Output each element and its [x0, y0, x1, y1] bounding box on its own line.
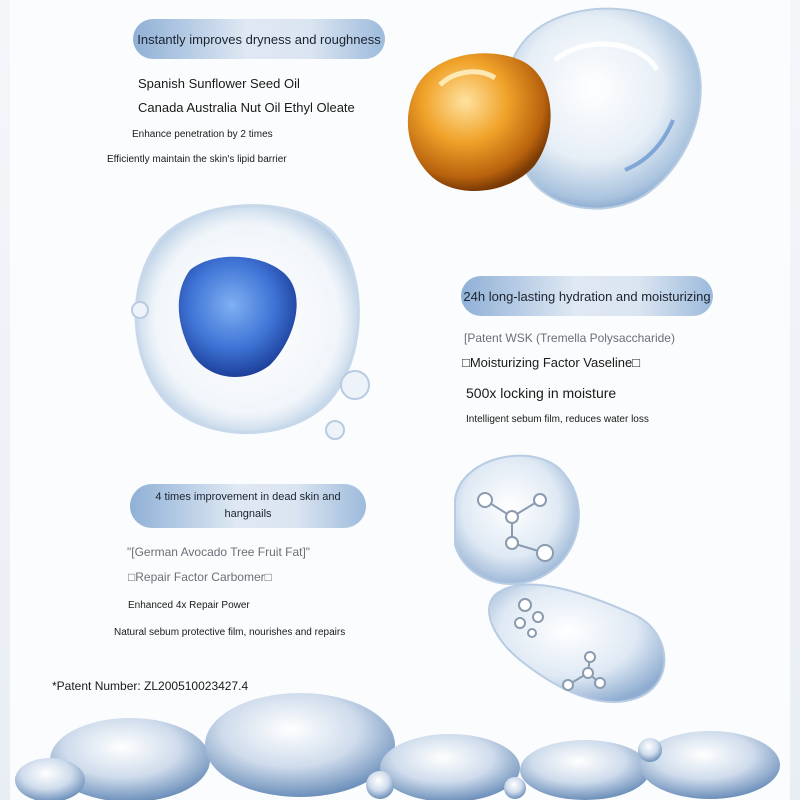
section2-heading-pill [461, 276, 713, 316]
molecule-droplet-icon [440, 445, 670, 715]
section1-line-2: Canada Australia Nut Oil Ethyl Oleate [138, 100, 355, 115]
section3-line-1: "[German Avocado Tree Fruit Fat]" [127, 545, 311, 559]
section1-line-1: Spanish Sunflower Seed Oil [138, 76, 300, 91]
section1-line-4: Efficiently maintain the skin's lipid barrier [107, 154, 287, 165]
section2-heading: 24h long-lasting hydration and moisturizing [463, 288, 711, 304]
amber-gel-drop-icon [395, 0, 725, 220]
section3-line-2: □Repair Factor Carbomer□ [128, 570, 272, 584]
section1-line-3: Enhance penetration by 2 times [132, 129, 273, 140]
section3-heading-pill [130, 484, 366, 528]
section2-line-4: Intelligent sebum film, reduces water loss [466, 414, 649, 425]
patent-number: *Patent Number: ZL200510023427.4 [52, 679, 249, 693]
section3-line-3: Enhanced 4x Repair Power [128, 600, 250, 611]
section3-heading: 4 times improvement in dead skin and hangnails [155, 491, 341, 520]
section2-line-2: □Moisturizing Factor Vaseline□ [462, 355, 641, 370]
section2-line-1: [Patent WSK (Tremella Polysaccharide) [464, 331, 675, 345]
section2-line-3: 500x locking in moisture [466, 385, 617, 401]
section1-heading-pill [133, 19, 385, 59]
section3-line-4: Natural sebum protective film, nourishes and repairs [114, 627, 346, 638]
blue-crystal-bubble-icon [120, 190, 380, 450]
section1-heading: Instantly improves dryness and roughness [137, 31, 381, 47]
water-bubbles-icon [10, 690, 790, 800]
